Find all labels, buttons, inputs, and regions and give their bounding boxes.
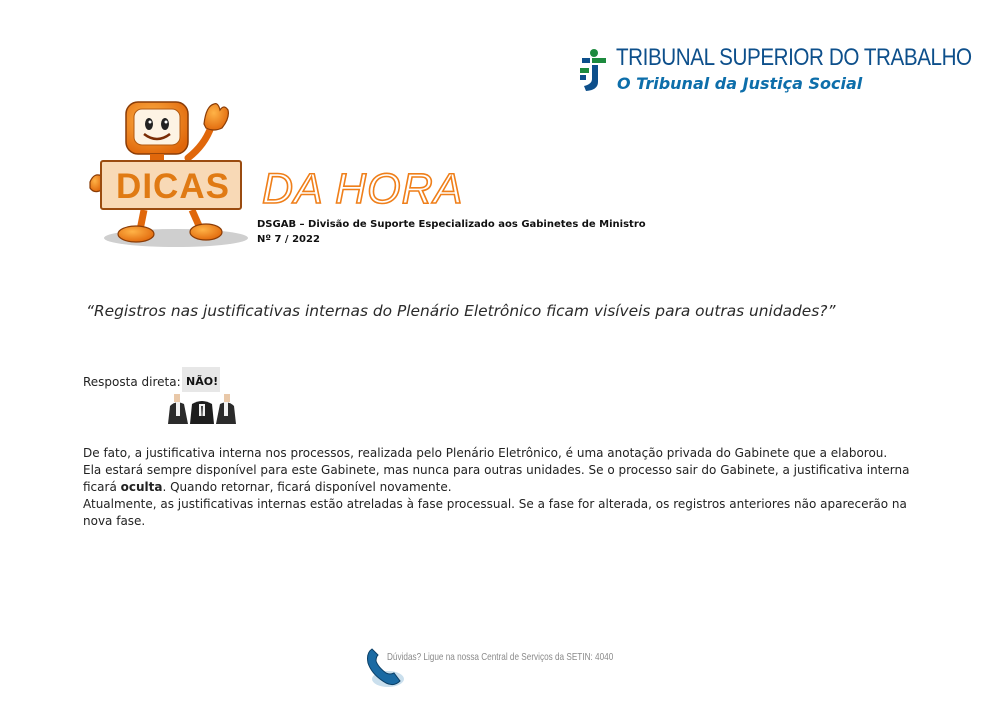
tst-logo xyxy=(578,44,972,96)
body-paragraph-2 xyxy=(83,462,923,496)
division-name: DSGAB – Divisão de Suporte Especializado aos Gabinetes de Ministro xyxy=(257,219,646,230)
explanation-body xyxy=(83,445,923,530)
org-slogan: O Tribunal da Justiça Social xyxy=(617,74,863,93)
footer-helpline: Dúvidas? Ligue na nossa Central de Serviços da SETIN: 4040 xyxy=(387,651,614,663)
issue-number: Nº 7 / 2022 xyxy=(257,234,320,245)
org-name: TRIBUNAL SUPERIOR DO TRABALHO xyxy=(616,44,972,71)
body-paragraph-2-end: . Quando retornar, ficará disponível novamente. xyxy=(162,480,452,494)
tst-logo-icon xyxy=(578,48,608,92)
answer-label: Resposta direta: xyxy=(83,375,181,389)
answer-value: NÃO! xyxy=(186,375,219,388)
body-paragraph-3: Atualmente, as justificativas internas estão atreladas à fase processual. Se a fase for alterada, os registros anteriores não aparecerão na nova fase. xyxy=(83,497,907,528)
dicas-title: DICAS xyxy=(116,167,230,206)
businessmen-holding-sign-icon xyxy=(168,394,236,424)
question-text: “Registros nas justificativas internas do Plenário Eletrônico ficam visíveis para outras unidades?” xyxy=(86,302,836,320)
dicas-sign xyxy=(100,160,242,210)
body-emphasis-oculta: oculta xyxy=(120,480,163,494)
body-paragraph-2-start: Ela estará sempre disponível para este Gabinete, mas nunca para outras unidades. Se o processo sair do Gabinete, a justificativa interna ficará xyxy=(83,463,910,494)
body-paragraph-1: De fato, a justificativa interna nos processos, realizada pelo Plenário Eletrônico, é uma anotação privada do Gabinete que a elaborou. xyxy=(83,446,888,460)
da-hora-title: DA HORA xyxy=(262,165,464,213)
